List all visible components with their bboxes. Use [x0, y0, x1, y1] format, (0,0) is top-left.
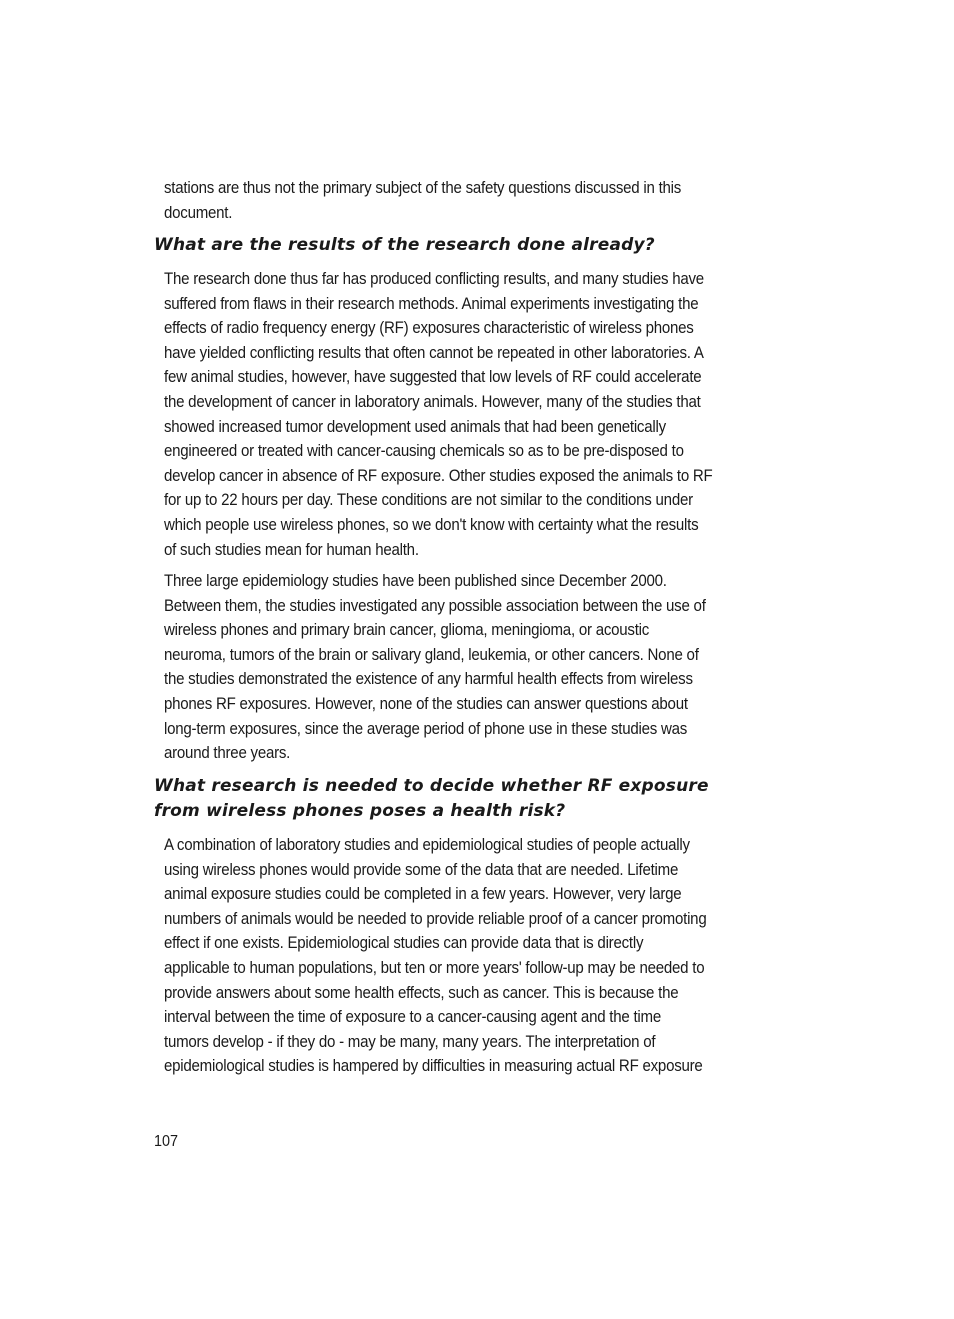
text-line: which people use wireless phones, so we don't know with certainty what the results [164, 515, 699, 534]
text-line: Three large epidemiology studies have been published since December 2000. [164, 572, 667, 590]
text-line: around three years. [164, 744, 291, 763]
text-line: the development of cancer in laboratory animals. However, many of the studies that [164, 392, 701, 411]
page-number: 107 [154, 1133, 179, 1150]
text-line: numbers of animals would be needed to provide reliable proof of a cancer promoting [164, 909, 707, 928]
text-line: long-term exposures, since the average period of phone use in these studies was [164, 719, 688, 738]
text-line: neuroma, tumors of the brain or salivary gland, leukemia, or other cancers. None of [164, 645, 699, 664]
text-line: document. [164, 203, 233, 222]
text-line: phones RF exposures. However, none of the studies can answer questions about [164, 694, 688, 713]
text-line: few animal studies, however, have suggested that low levels of RF could accelerate [164, 368, 702, 387]
text-line: animal exposure studies could be completed in a few years. However, very large [164, 885, 682, 904]
text-line: epidemiological studies is hampered by difficulties in measuring actual RF exposure [164, 1057, 703, 1076]
text-line: suffered from flaws in their research methods. Animal experiments investigating the [164, 294, 699, 313]
text-line: wireless phones and primary brain cancer, glioma, meningioma, or acoustic [164, 621, 650, 640]
text-line: effects of radio frequency energy (RF) exposures characteristic of wireless phones [164, 319, 694, 338]
section-heading-research-needed [154, 774, 794, 824]
text-line: effect if one exists. Epidemiological studies can provide data that is directly [164, 934, 644, 953]
text-line: stations are thus not the primary subject of the safety questions discussed in this [164, 179, 682, 197]
intro-paragraph [164, 176, 728, 225]
heading-line: What research is needed to decide whether RF exposure [154, 776, 709, 796]
text-line: the studies demonstrated the existence of any harmful health effects from wireless [164, 670, 693, 689]
text-line: interval between the time of exposure to a cancer-causing agent and the time [164, 1008, 661, 1027]
text-line: for up to 22 hours per day. These conditions are not similar to the conditions under [164, 491, 693, 510]
text-line: provide answers about some health effects, such as cancer. This is because the [164, 983, 679, 1002]
text-line: develop cancer in absence of RF exposure. Other studies exposed the animals to RF [164, 466, 713, 485]
text-line: A combination of laboratory studies and epidemiological studies of people actually [164, 836, 690, 854]
text-line: using wireless phones would provide some of the data that are needed. Lifetime [164, 860, 679, 879]
text-line: of such studies mean for human health. [164, 540, 419, 559]
section-heading-research-results [154, 233, 794, 258]
text-line: engineered or treated with cancer-causing chemicals so as to be pre-disposed to [164, 442, 684, 461]
text-line: Between them, the studies investigated any possible association between the use of [164, 596, 706, 615]
text-line: applicable to human populations, but ten or more years' follow-up may be needed to [164, 958, 705, 977]
text-line: showed increased tumor development used animals that had been genetically [164, 417, 666, 436]
paragraph-research-needed [164, 833, 728, 1079]
text-line: have yielded conflicting results that often cannot be repeated in other laboratories. A [164, 343, 704, 362]
text-line: tumors develop - if they do - may be many, many years. The interpretation of [164, 1032, 656, 1051]
text-line: The research done thus far has produced conflicting results, and many studies have [164, 270, 704, 288]
heading-line: What are the results of the research done already? [154, 235, 655, 255]
heading-line: from wireless phones poses a health risk? [154, 801, 566, 821]
paragraph-research-results [164, 267, 728, 562]
paragraph-epidemiology-studies [164, 569, 728, 766]
